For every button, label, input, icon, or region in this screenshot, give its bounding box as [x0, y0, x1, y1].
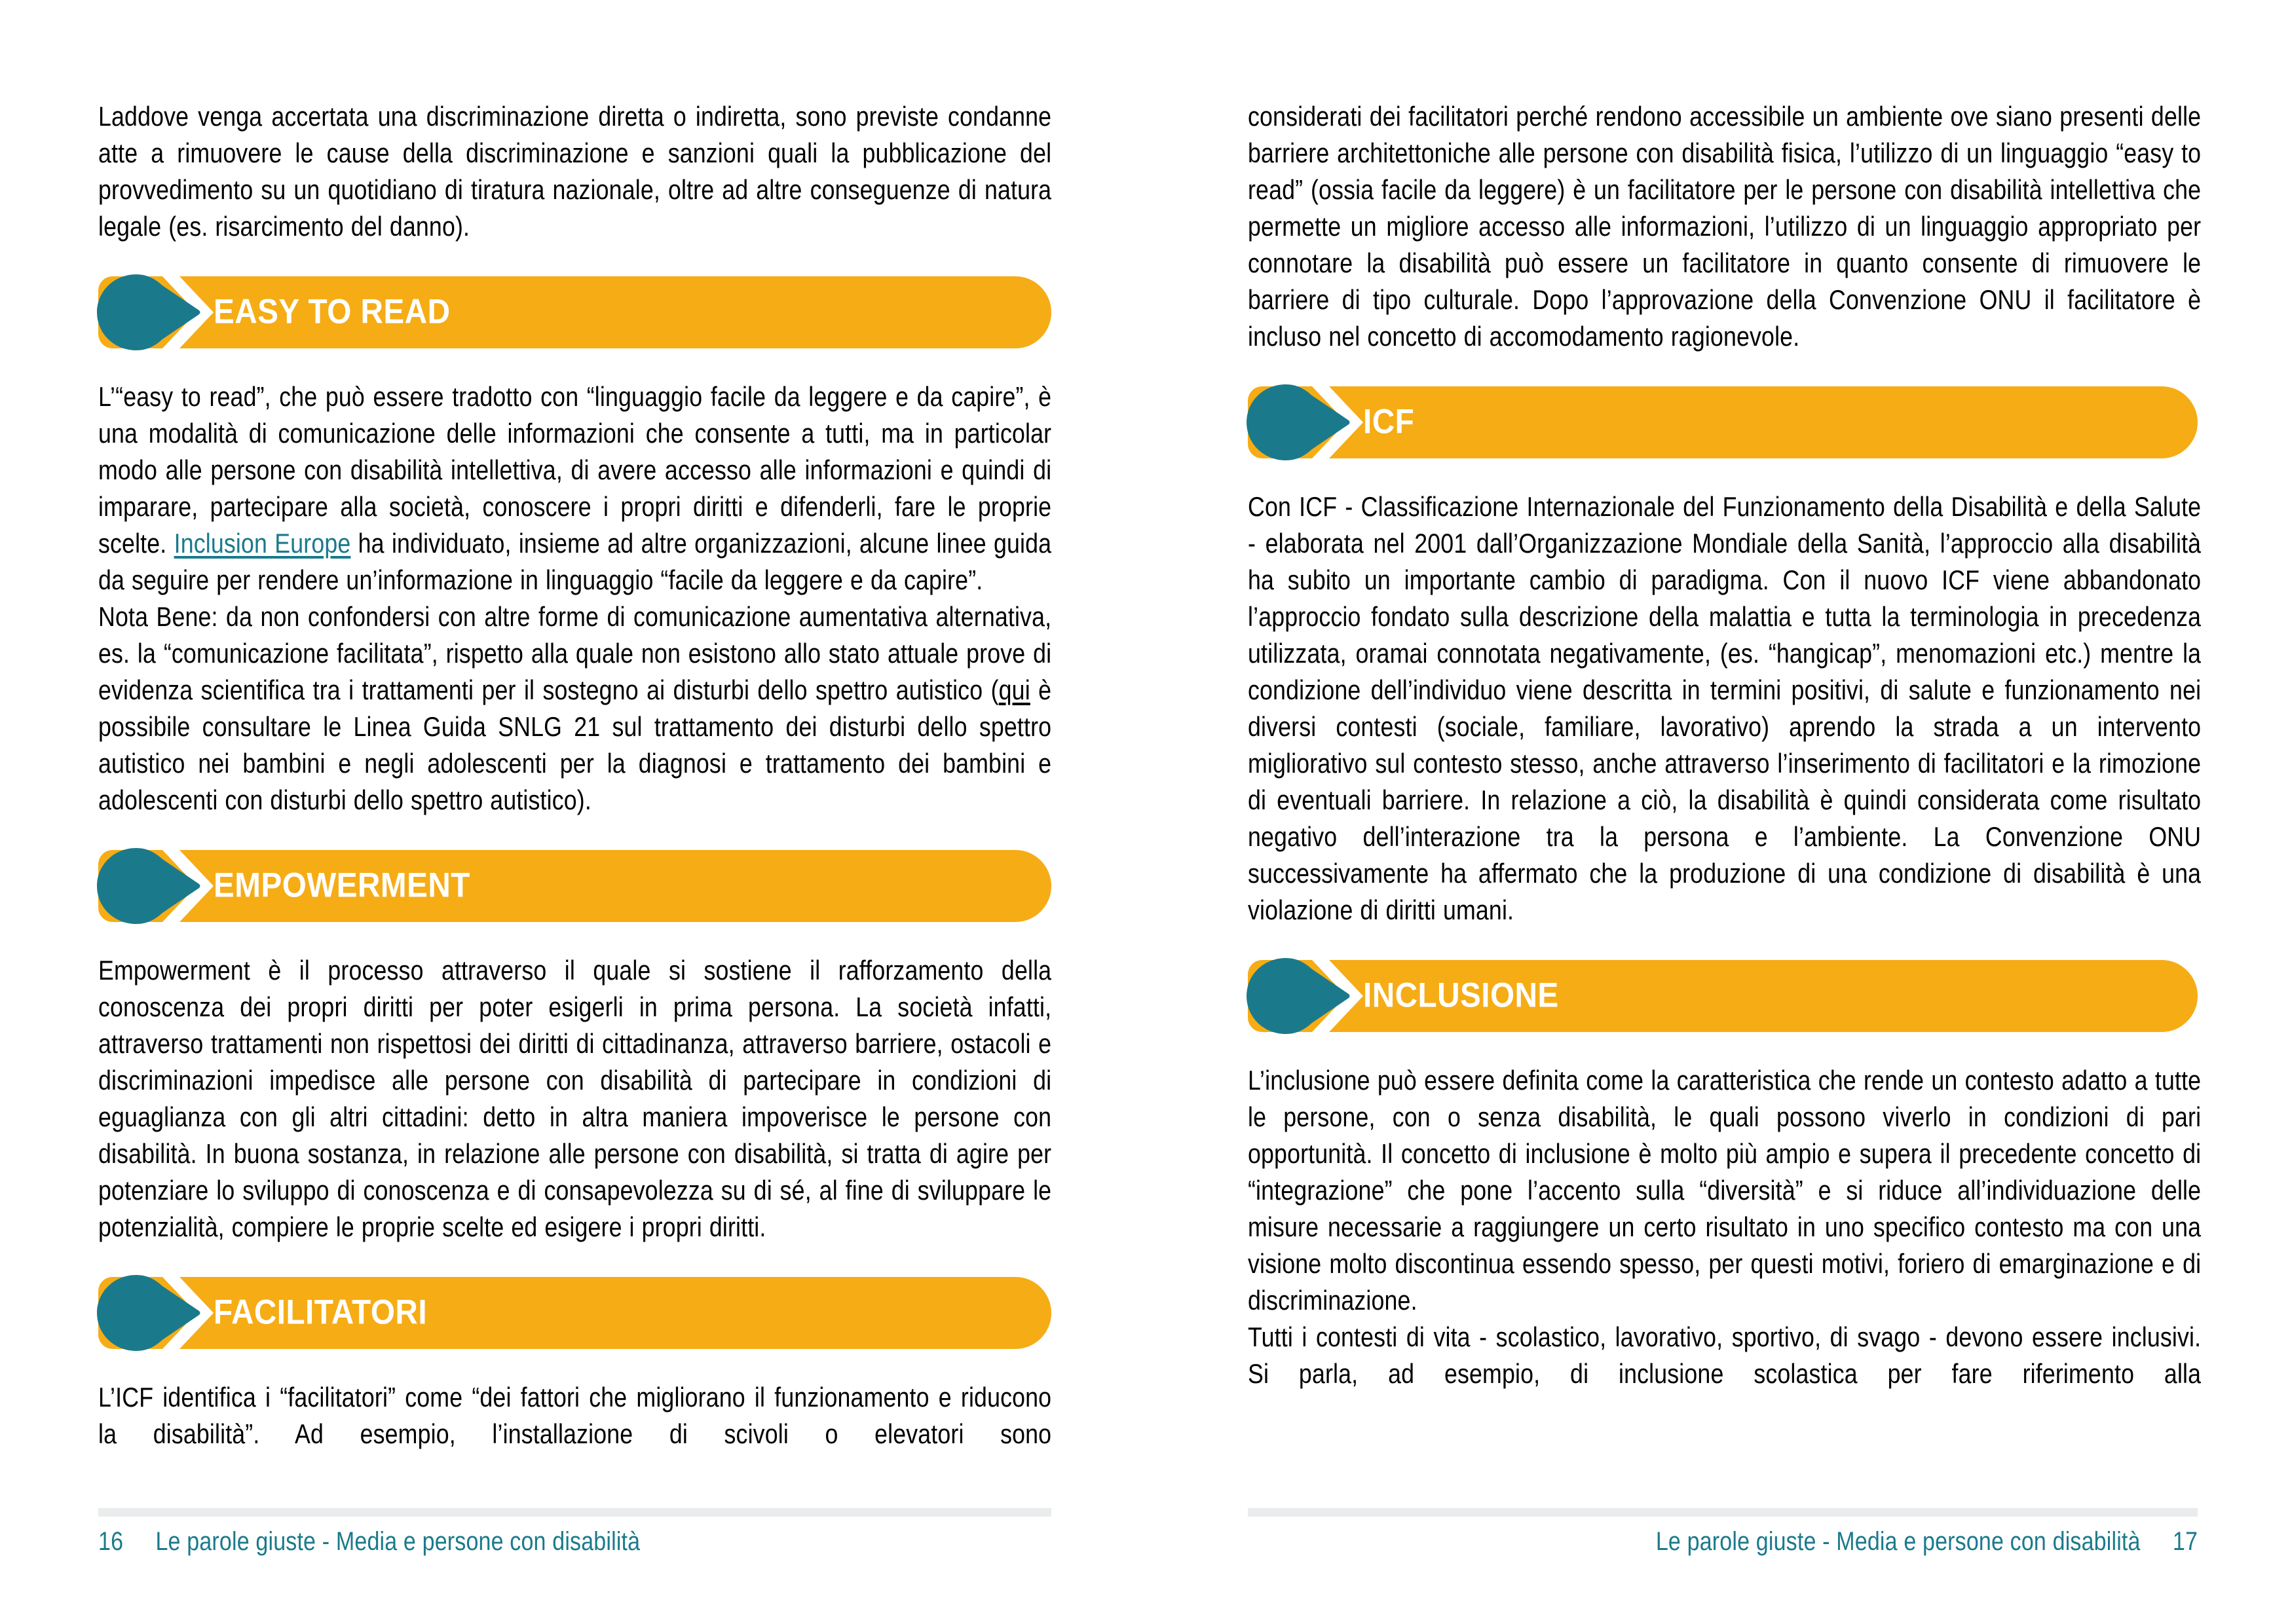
section-banner-facilitatori — [98, 1277, 1051, 1349]
empowerment-paragraph: Empowerment è il processo attraverso il quale si sostiene il rafforzamento della conoscenza dei propri diritti per poter esigerli in prima persona. La società infatti, attraverso trattamenti non rispettosi dei diritti di cittadinanza, attraverso barriere, ostacoli e discriminazioni impedisce alle persone con disabilità di partecipare in condizioni di eguaglianza con gli altri cittadini: detto in altra maniera impoverisce le persone con disabilità. In buona sostanza, in relazione alle persone con disabilità, si tratta di agire per potenziare lo sviluppo di conoscenza e di consapevolezza su di sé, al fine di sviluppare le potenzialità, compiere le proprie scelte ed esigere i propri diritti. — [98, 955, 1052, 1242]
banner-arrow-leaf-icon — [1245, 383, 1353, 462]
section-banner-inclusione — [1248, 960, 2198, 1032]
banner-arrow-leaf-icon — [96, 273, 204, 352]
book-title-right: Le parole giuste - Media e persone con disabilità — [1655, 1527, 2141, 1556]
paragraph-text: è possibile consultare le Linea Guida SNLG 21 sul trattamento dei disturbi dello spettro autistico nei bambini e negli adolescenti per la diagnosi e trattamento dei bambini e adolescenti con disturbi dello spettro autistico). — [98, 674, 1052, 815]
inclusione-paragraph: L’inclusione può essere definita come la caratteristica che rende un contesto adatto a tutte le persone, con o senza disabilità, le quali possono viverlo in condizioni di pari opportunità. Il concetto di inclusione è molto più ampio e supera il precedente concetto di “integrazione” che pone l’accento sulla “diversità” e si riduce all’individuazione delle misure necessarie a raggiungere un certo risultato in uno specifico contesto ma con una visione molto discontinua essendo spesso, per questi motivi, foriero di emarginazione e di discriminazione. — [1248, 1065, 2202, 1316]
footer-right — [1248, 1526, 2198, 1557]
paragraph-text: Nota Bene: da non confondersi con altre forme di comunicazione aumentativa alternativa, es. la “comunicazione facilitata”, rispetto alla quale non esistono allo stato attuale prove di evidenza scientifica tra i trattamenti per il sostegno ai disturbi dello spettro autistico ( — [98, 601, 1052, 705]
left-page — [98, 98, 1051, 1452]
book-title-left: Le parole giuste - Media e persone con disabilità — [155, 1527, 641, 1556]
facilitatori-continuation-paragraph: considerati dei facilitatori perché rendono accessibile un ambiente ove siano presenti delle barriere architettoniche alle persone con disabilità fisica, l’utilizzo di un linguaggio “easy to read” (ossia facile da leggere) è un facilitatore per le persone con disabilità intellettiva che permette un migliore accesso alle informazioni, l’utilizzo di un linguaggio appropriato per connotare la disabilità può essere un facilitatore in quanto consente di rimuovere le barriere di tipo culturale. Dopo l’approvazione della Convenzione ONU il facilitatore è incluso nel concetto di accomodamento ragionevole. — [1248, 101, 2202, 352]
section-title-easy-to-read: EASY TO READ — [214, 292, 451, 331]
banner-arrow-leaf-icon — [96, 1274, 204, 1352]
qui-link[interactable]: qui — [998, 674, 1030, 705]
right-page — [1248, 98, 2202, 1392]
footer-divider-left — [98, 1508, 1051, 1517]
page-number-right: 17 — [2172, 1527, 2198, 1556]
section-banner-icf — [1248, 386, 2198, 458]
paragraph-text: L’“easy to read”, che può essere tradotto con “linguaggio facile da leggere e da capire”, è una modalità di comunicazione delle informazioni che consente a tutti, ma in particolar modo alle persone con disabilità intellettiva, di avere accesso alle informazioni e quindi di imparare, partecipare alla società, conoscere i propri diritti e difenderli, fare le proprie scelte. — [98, 381, 1052, 559]
section-title-empowerment: EMPOWERMENT — [214, 866, 470, 905]
section-title-inclusione: INCLUSIONE — [1363, 976, 1559, 1015]
nota-bene-paragraph — [98, 599, 1051, 819]
easy-to-read-paragraph — [98, 378, 1051, 599]
paragraph-text: ha individuato, insieme ad altre organizzazioni, alcune linee guida da seguire per rendere un’informazione in linguaggio “facile da leggere e da capire”. — [98, 528, 1052, 595]
banner-arrow-leaf-icon — [1245, 957, 1353, 1035]
icf-paragraph: Con ICF - Classificazione Internazionale del Funzionamento della Disabilità e della Salute - elaborata nel 2001 dall’Organizzazione Mondiale della Sanità, l’approccio alla disabilità ha subito un importante cambio di paradigma. Con il nuovo ICF viene abbandonato l’approccio fondato sulla descrizione della malattia e tutta la terminologia in precedenza utilizzata, oramai connotata negativamente, (es. “hangicap”, menomazioni etc.) mentre la condizione dell’individuo viene descritta in termini positivi, di salute e funzionamento nei diversi contesti (sociale, familiare, lavorativo) aprendo la strada a un intervento migliorativo sul contesto stesso, anche attraverso l’inserimento di facilitatori e la rimozione di eventuali barriere. In relazione a ciò, la disabilità è quindi considerata come risultato negativo dell’interazione tra la persona e l’ambiente. La Convenzione ONU successivamente ha affermato che la produzione di una condizione di disabilità è una violazione di diritti umani. — [1248, 491, 2202, 925]
footer-left — [98, 1526, 1051, 1557]
facilitatori-paragraph: L’ICF identifica i “facilitatori” come “dei fattori che migliorano il funzionamento e riducono la disabilità”. Ad esempio, l’installazione di scivoli o elevatori sono — [98, 1382, 1052, 1449]
intro-paragraph: Laddove venga accertata una discriminazione diretta o indiretta, sono previste condanne atte a rimuovere le cause della discriminazione e sanzioni quali la pubblicazione del provvedimento su un quotidiano di tiratura nazionale, oltre ad altre conseguenze di natura legale (es. risarcimento del danno). — [98, 101, 1052, 242]
footer-divider-right — [1248, 1508, 2198, 1517]
section-title-icf: ICF — [1363, 402, 1415, 441]
page-number-left: 16 — [98, 1527, 124, 1556]
section-banner-empowerment — [98, 850, 1051, 922]
section-title-facilitatori: FACILITATORI — [214, 1293, 428, 1332]
section-banner-easy-to-read — [98, 276, 1051, 348]
banner-arrow-leaf-icon — [96, 847, 204, 925]
inclusion-europe-link[interactable]: Inclusion Europe — [174, 528, 351, 559]
inclusione-paragraph-2: Tutti i contesti di vita - scolastico, lavorativo, sportivo, di svago - devono essere inclusivi. Si parla, ad esempio, di inclusione scolastica per fare riferimento alla — [1248, 1321, 2202, 1389]
